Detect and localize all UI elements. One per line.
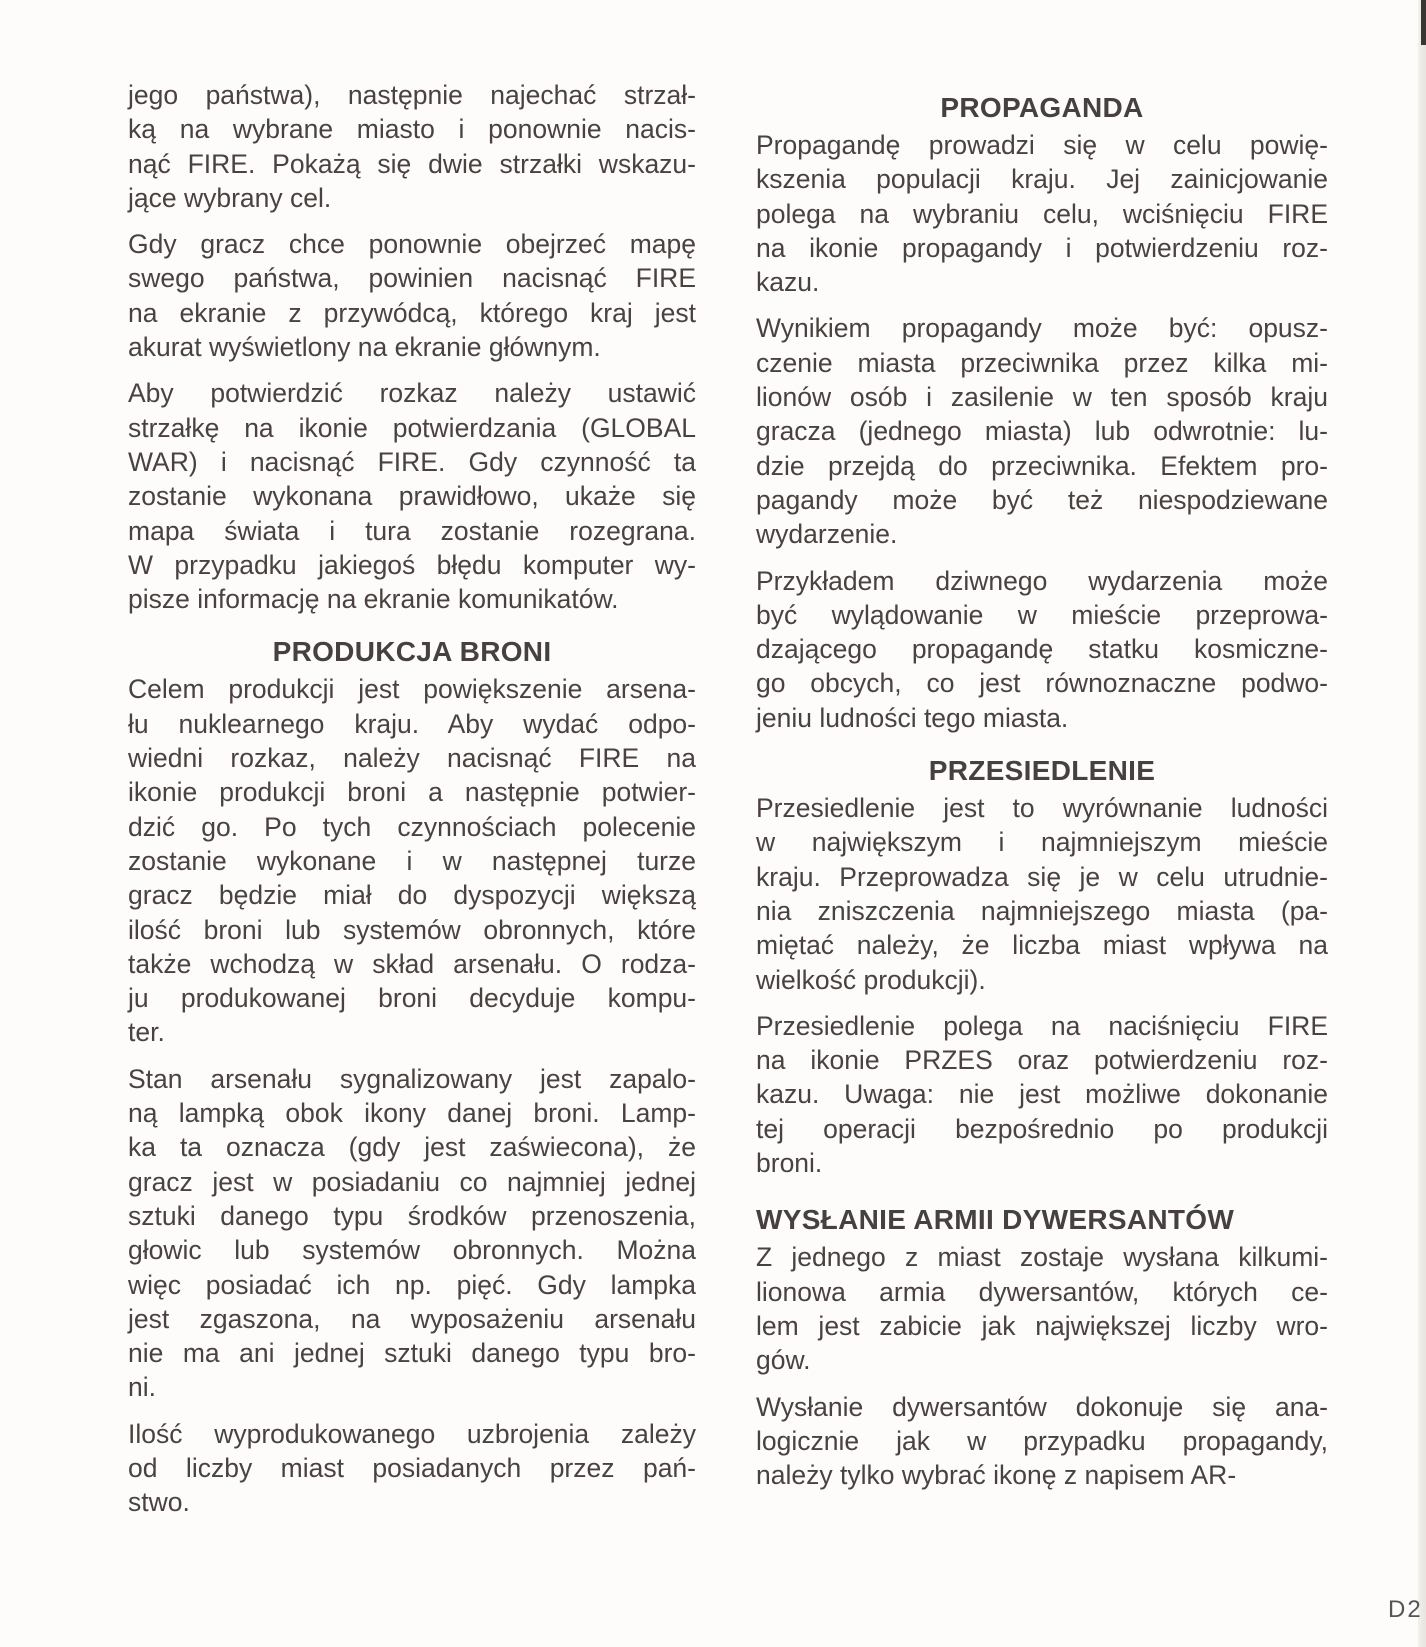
text-line: dzie przejdą do przeciwnika. Efektem pro- (756, 450, 1328, 481)
text-line: ka ta oznacza (gdy jest zaświecona), że (128, 1132, 696, 1163)
text-line: na ekranie z przywódcą, którego kraj jest (128, 297, 696, 328)
section-heading-production: PRODUKCJA BRONI (272, 636, 552, 668)
text-line: gracz jest w posiadaniu co najmniej jednej (128, 1166, 696, 1197)
paragraph (756, 311, 1328, 551)
text-line: ilość broni lub systemów obronnych, które (128, 914, 696, 945)
paragraph (128, 672, 696, 1049)
text-line: Wysłanie dywersantów dokonuje się ana- (756, 1391, 1328, 1422)
text-line: od liczby miast posiadanych przez pań- (128, 1452, 696, 1483)
text-line: ną lampką obok ikony danej broni. Lamp- (128, 1098, 696, 1129)
paragraph (756, 791, 1328, 997)
paragraph (756, 128, 1328, 299)
text-line: pagandy może być też niespodziewane (756, 484, 1328, 515)
text-line: na ikonie PRZES oraz potwierdzeniu roz- (756, 1045, 1328, 1076)
text-line: wydarzenie. (756, 519, 898, 550)
text-line: gracz będzie miał do dyspozycji większą (128, 880, 696, 911)
text-line: dzić go. Po tych czynnościach polecenie (128, 811, 696, 842)
text-line: czenie miasta przeciwnika przez kilka mi- (756, 347, 1328, 378)
text-line: Przesiedlenie polega na naciśnięciu FIRE (756, 1010, 1328, 1041)
text-line: swego państwa, powinien nacisnąć FIRE (128, 263, 696, 294)
text-line: wielkość produkcji). (756, 964, 986, 995)
text-line: zostanie wykonana prawidłowo, ukaże się (128, 481, 696, 512)
text-line: ni. (128, 1372, 156, 1403)
text-line: kazu. (756, 267, 820, 298)
text-line: zostanie wykonane i w następnej turze (128, 845, 696, 876)
right-column (756, 78, 1328, 1504)
page-edge-shadow (1418, 0, 1426, 1647)
text-line: lem jest zabicie jak największej liczby wro- (756, 1310, 1328, 1341)
text-line: WAR) i nacisnąć FIRE. Gdy czynność ta (128, 446, 696, 477)
paragraph (756, 564, 1328, 735)
paragraph (128, 227, 696, 364)
text-line: łu nuklearnego kraju. Aby wydać odpo- (128, 708, 696, 739)
text-line: mapa świata i tura zostanie rozegrana. (128, 515, 696, 546)
text-line: ter. (128, 1017, 165, 1048)
text-line: nie ma ani jednej sztuki danego typu bro- (128, 1338, 696, 1369)
text-line: logicznie jak w przypadku propagandy, (756, 1425, 1328, 1456)
text-line: strzałkę na ikonie potwierdzania (GLOBAL (128, 412, 696, 443)
text-line: na ikonie propagandy i potwierdzeniu roz- (756, 232, 1328, 263)
text-line: kraju. Przeprowadza się je w celu utrudnie- (756, 861, 1328, 892)
text-line: Przesiedlenie jest to wyrównanie ludności (756, 793, 1328, 824)
text-line: Wynikiem propagandy może być: opusz- (756, 313, 1328, 344)
text-line: gów. (756, 1345, 811, 1376)
text-line: nia zniszczenia najmniejszego miasta (pa- (756, 895, 1328, 926)
text-line: głowic lub systemów obronnych. Można (128, 1235, 696, 1266)
text-line: Celem produkcji jest powiększenie arsena- (128, 674, 696, 705)
text-line: kszenia populacji kraju. Jej zainicjowanie (756, 164, 1328, 195)
text-line: należy tylko wybrać ikonę z napisem AR- (756, 1460, 1237, 1491)
text-line: akurat wyświetlony na ekranie głównym. (128, 332, 601, 363)
paragraph (756, 1240, 1328, 1377)
text-line: nąć FIRE. Pokażą się dwie strzałki wskazu- (128, 148, 696, 179)
paragraph (756, 1009, 1328, 1180)
text-line: pisze informację na ekranie komunikatów. (128, 584, 619, 615)
text-line: lionów osób i zasilenie w ten sposób kraju (756, 382, 1328, 413)
paragraph (756, 1390, 1328, 1493)
section-heading-resettlement: PRZESIEDLENIE (928, 755, 1156, 787)
text-line: lionowa armia dywersantów, których ce- (756, 1276, 1328, 1307)
text-line: także wchodzą w skład arsenału. O rodza- (128, 948, 696, 979)
text-line: Ilość wyprodukowanego uzbrojenia zależy (128, 1418, 696, 1449)
text-line: być wylądowanie w mieście przeprowa- (756, 599, 1328, 630)
text-line: dzającego propagandę statku kosmiczne- (756, 634, 1328, 665)
text-line: ju produkowanej broni decyduje kompu- (128, 983, 696, 1014)
paragraph (128, 78, 696, 215)
text-line: Przykładem dziwnego wydarzenia może (756, 565, 1328, 596)
paragraph (128, 1062, 696, 1405)
text-line: ikonie produkcji broni a następnie potwier- (128, 777, 696, 808)
paragraph (128, 376, 696, 616)
section-heading-propaganda: PROPAGANDA (940, 92, 1144, 123)
text-line: Aby potwierdzić rozkaz należy ustawić (128, 378, 696, 409)
text-line: Z jednego z miast zostaje wysłana kilkumi- (756, 1242, 1328, 1273)
text-line: kazu. Uwaga: nie jest możliwe dokonanie (756, 1079, 1328, 1110)
text-line: go obcych, co jest równoznaczne podwo- (756, 668, 1328, 699)
text-line: jące wybrany cel. (128, 182, 332, 213)
text-line: tej operacji bezpośrednio po produkcji (756, 1113, 1328, 1144)
text-line: wiedni rozkaz, należy nacisnąć FIRE na (128, 743, 696, 774)
text-line: jeniu ludności tego miasta. (756, 702, 1069, 733)
text-line: sztuki danego typu środków przenoszenia, (128, 1200, 696, 1231)
text-line: polega na wybraniu celu, wciśnięciu FIRE (756, 198, 1328, 229)
text-line: W przypadku jakiegoś błędu komputer wy- (128, 549, 696, 580)
text-line: stwo. (128, 1487, 190, 1518)
page-edge-binding (1421, 0, 1426, 45)
text-line: Stan arsenału sygnalizowany jest zapalo- (128, 1063, 696, 1094)
page-number: D2 (1388, 1596, 1423, 1623)
text-line: ką na wybrane miasto i ponownie nacis- (128, 114, 696, 145)
paragraph (128, 1417, 696, 1520)
section-heading-saboteurs: WYSŁANIE ARMII DYWERSANTÓW (756, 1204, 1235, 1236)
text-line: w największym i najmniejszym mieście (756, 827, 1328, 858)
text-line: więc posiadać ich np. pięć. Gdy lampka (128, 1269, 696, 1300)
text-line: miętać należy, że liczba miast wpływa na (756, 930, 1328, 961)
text-line: jest zgaszona, na wyposażeniu arsenału (128, 1303, 696, 1334)
text-line: gracza (jednego miasta) lub odwrotnie: lu- (756, 416, 1328, 447)
left-column (128, 78, 696, 1532)
text-line: Propagandę prowadzi się w celu powię- (756, 130, 1328, 160)
text-line: broni. (756, 1148, 823, 1179)
text-line: jego państwa), następnie najechać strzał- (128, 80, 696, 110)
text-line: Gdy gracz chce ponownie obejrzeć mapę (128, 229, 696, 260)
